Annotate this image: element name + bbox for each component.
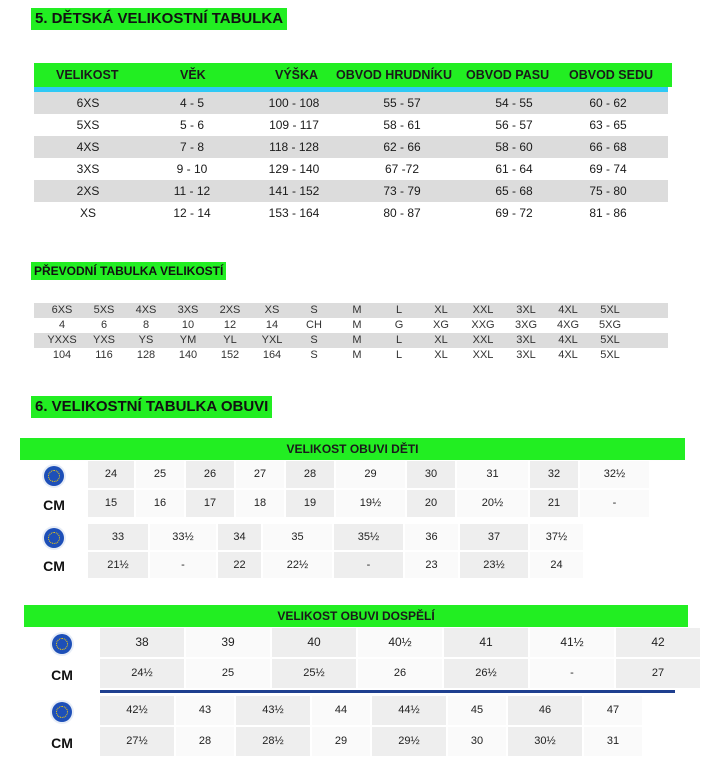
eu-size-cell: 44½ xyxy=(372,696,448,725)
conversion-cell: 5XL xyxy=(600,304,620,316)
eu-size-cell: 37 xyxy=(460,524,530,550)
size-cell: 3XS xyxy=(76,162,100,176)
conversion-cell: 3XL xyxy=(516,349,536,361)
cm-size-cell: 22½ xyxy=(263,552,334,578)
eu-size-cell: 33½ xyxy=(150,524,218,550)
size-cell: 141 - 152 xyxy=(268,184,320,198)
conversion-cell: 5XL xyxy=(600,334,620,346)
eu-flag-icon xyxy=(52,634,72,654)
cm-size-cell: 19½ xyxy=(336,490,407,517)
conversion-cell: XL xyxy=(434,334,448,346)
cm-size-cell: 25 xyxy=(186,659,272,688)
cm-size-cell: 22 xyxy=(218,552,263,578)
size-cell: 58 - 60 xyxy=(495,140,533,154)
size-cell: 6XS xyxy=(76,96,100,110)
size-cell: 65 - 68 xyxy=(495,184,533,198)
size-table-header xyxy=(34,63,672,87)
size-cell: 153 - 164 xyxy=(268,206,320,220)
conversion-cell: XXL xyxy=(472,349,494,361)
conversion-cell: YS xyxy=(138,334,154,346)
size-cell: 12 - 14 xyxy=(173,206,211,220)
eu-label xyxy=(20,524,88,552)
size-cell: 118 - 128 xyxy=(269,140,319,154)
cm-size-cell: 28 xyxy=(176,727,236,756)
cm-size-cell: 28½ xyxy=(236,727,312,756)
eu-size-cell: 31 xyxy=(457,461,530,488)
conversion-cell: CH xyxy=(306,319,322,331)
eu-size-cell: 40 xyxy=(272,628,358,657)
size-cell: 109 - 117 xyxy=(269,118,319,132)
cm-label: CM xyxy=(51,734,73,751)
conversion-cell: YL xyxy=(223,334,237,346)
cm-size-cell: - xyxy=(580,490,651,517)
eu-size-cell: 43½ xyxy=(236,696,312,725)
eu-size-cell: 28 xyxy=(286,461,336,488)
size-cell: 80 - 87 xyxy=(383,206,421,220)
conversion-cell: M xyxy=(352,349,362,361)
eu-size-cell: 42 xyxy=(616,628,702,657)
conversion-cell: 152 xyxy=(220,349,240,361)
size-cell: 73 - 79 xyxy=(383,184,421,198)
cm-size-cell: 17 xyxy=(186,490,236,517)
size-cell: 66 - 68 xyxy=(589,140,627,154)
conversion-cell: XXG xyxy=(471,319,495,331)
conversion-cell: 6XS xyxy=(51,304,73,316)
cm-label: CM xyxy=(43,558,65,574)
size-row xyxy=(34,136,668,158)
header-obvod-pasu: OBVOD PASU xyxy=(466,68,550,82)
size-cell: 69 - 72 xyxy=(495,206,533,220)
cm-size-cell: 29½ xyxy=(372,727,448,756)
eu-size-cell: 35 xyxy=(263,524,334,550)
conversion-cell: 3XL xyxy=(516,304,536,316)
conversion-cell: YM xyxy=(179,334,197,346)
cm-size-cell: 26 xyxy=(358,659,444,688)
conversion-cell: L xyxy=(395,334,403,346)
header-obvod-hrudniku: OBVOD HRUDNÍKU xyxy=(336,68,452,82)
size-cell: 5 - 6 xyxy=(179,118,205,132)
eu-size-cell: 38 xyxy=(100,628,186,657)
cm-size-cell: 23 xyxy=(405,552,460,578)
conversion-cell: M xyxy=(352,334,362,346)
conversion-cell: 5XG xyxy=(598,319,622,331)
eu-size-cell: 41½ xyxy=(530,628,616,657)
conversion-cell: M xyxy=(352,304,362,316)
size-cell: 9 - 10 xyxy=(176,162,208,176)
cm-size-cell: 24 xyxy=(530,552,585,578)
eu-size-cell: 36 xyxy=(405,524,460,550)
size-cell: 54 - 55 xyxy=(495,96,533,110)
eu-size-cell: 45 xyxy=(448,696,508,725)
conversion-cell: XL xyxy=(434,304,448,316)
eu-size-cell: 37½ xyxy=(530,524,585,550)
header-vek: VĚK xyxy=(180,68,206,82)
eu-size-cell: 32 xyxy=(530,461,580,488)
kids-shoe-title: VELIKOST OBUVI DĚTI xyxy=(20,438,685,460)
conversion-cell: 3XG xyxy=(514,319,538,331)
conversion-cell: 164 xyxy=(262,349,282,361)
conversion-cell: 4 xyxy=(58,319,66,331)
size-cell: 4XS xyxy=(76,140,100,154)
conversion-row xyxy=(34,318,668,333)
conversion-cell: L xyxy=(395,349,403,361)
size-row xyxy=(34,180,668,202)
cm-size-cell: 27½ xyxy=(100,727,176,756)
conversion-cell: G xyxy=(394,319,404,331)
conversion-cell: 116 xyxy=(95,349,113,361)
size-cell: 129 - 140 xyxy=(268,162,320,176)
size-cell: 100 - 108 xyxy=(268,96,320,110)
conversion-cell: 6 xyxy=(100,319,108,331)
cm-size-cell: 16 xyxy=(136,490,186,517)
child-size-table xyxy=(34,63,672,224)
cm-size-cell: - xyxy=(334,552,405,578)
conversion-cell: 3XL xyxy=(516,334,536,346)
eu-size-cell: 33 xyxy=(88,524,150,550)
conversion-cell: 5XL xyxy=(600,349,620,361)
eu-size-cell: 40½ xyxy=(358,628,444,657)
conversion-cell: M xyxy=(352,319,362,331)
cm-size-cell: 18 xyxy=(236,490,286,517)
size-cell: 75 - 80 xyxy=(589,184,627,198)
section-6-title: 6. VELIKOSTNÍ TABULKA OBUVI xyxy=(31,396,272,418)
size-cell: 5XS xyxy=(76,118,100,132)
size-row xyxy=(34,158,668,180)
eu-label xyxy=(24,628,100,659)
cm-size-cell: 26½ xyxy=(444,659,530,688)
conversion-cell: YXS xyxy=(92,334,116,346)
conversion-cell: 140 xyxy=(178,349,198,361)
eu-size-cell: 47 xyxy=(584,696,644,725)
adult-shoe-title: VELIKOST OBUVI DOSPĚLÍ xyxy=(24,605,688,627)
cm-size-cell: 29 xyxy=(312,727,372,756)
size-row xyxy=(34,202,668,224)
conversion-table xyxy=(34,303,668,363)
cm-size-cell: 20 xyxy=(407,490,457,517)
size-cell: 58 - 61 xyxy=(383,118,421,132)
conversion-cell: S xyxy=(310,304,318,316)
size-cell: 61 - 64 xyxy=(495,162,533,176)
cm-size-cell: 31 xyxy=(584,727,644,756)
conversion-row xyxy=(34,348,668,363)
header-vyska: VÝŠKA xyxy=(275,68,319,82)
eu-size-cell: 24 xyxy=(88,461,136,488)
conversion-cell: 128 xyxy=(136,349,156,361)
section-5-title: 5. DĚTSKÁ VELIKOSTNÍ TABULKA xyxy=(31,8,287,30)
cm-size-cell: 21 xyxy=(530,490,580,517)
eu-size-cell: 43 xyxy=(176,696,236,725)
eu-flag-icon xyxy=(52,702,72,722)
conversion-cell: S xyxy=(310,349,318,361)
cm-size-cell: 27 xyxy=(616,659,702,688)
conversion-cell: 10 xyxy=(181,319,195,331)
conversion-cell: YXXS xyxy=(47,334,77,346)
eu-flag-icon xyxy=(44,466,64,486)
cm-label: CM xyxy=(43,496,65,513)
eu-flag-icon xyxy=(44,528,64,548)
cm-size-cell: 30½ xyxy=(508,727,584,756)
conversion-cell: 4XL xyxy=(558,304,578,316)
conversion-cell: 8 xyxy=(142,319,150,331)
cm-size-cell: 21½ xyxy=(88,552,150,578)
eu-label xyxy=(20,461,88,490)
conversion-cell: S xyxy=(310,334,318,346)
conversion-cell: 3XS xyxy=(177,304,199,316)
conversion-cell: 4XL xyxy=(558,334,578,346)
eu-size-cell: 42½ xyxy=(100,696,176,725)
conversion-cell: XXL xyxy=(472,304,494,316)
eu-size-cell: 41 xyxy=(444,628,530,657)
size-cell: 2XS xyxy=(76,184,100,198)
size-cell: 69 - 74 xyxy=(589,162,627,176)
cm-size-cell: 19 xyxy=(286,490,336,517)
conversion-cell: XG xyxy=(433,319,449,331)
size-cell: XS xyxy=(79,206,97,220)
eu-size-cell: 29 xyxy=(336,461,407,488)
size-cell: 55 - 57 xyxy=(383,96,421,110)
size-cell: 60 - 62 xyxy=(589,96,627,110)
cm-size-cell: 20½ xyxy=(457,490,530,517)
eu-size-cell: 35½ xyxy=(334,524,405,550)
size-cell: 4 - 5 xyxy=(179,96,205,110)
eu-size-cell: 39 xyxy=(186,628,272,657)
conversion-cell: XS xyxy=(264,304,280,316)
size-cell: 63 - 65 xyxy=(589,118,627,132)
eu-size-cell: 46 xyxy=(508,696,584,725)
header-velikost: VELIKOST xyxy=(56,68,119,82)
eu-label xyxy=(24,696,100,727)
cm-size-cell: - xyxy=(530,659,616,688)
size-row xyxy=(34,114,668,136)
cm-label: CM xyxy=(51,666,73,683)
size-row xyxy=(34,92,668,114)
cm-size-cell: 15 xyxy=(88,490,136,517)
conversion-cell: YXL xyxy=(261,334,283,346)
eu-size-cell: 27 xyxy=(236,461,286,488)
cm-size-cell: 23½ xyxy=(460,552,530,578)
cm-size-cell: 30 xyxy=(448,727,508,756)
cm-size-cell: 25½ xyxy=(272,659,358,688)
size-cell: 7 - 8 xyxy=(179,140,205,154)
conversion-cell: 12 xyxy=(223,319,237,331)
divider-line xyxy=(100,690,675,693)
conversion-cell: L xyxy=(395,304,403,316)
size-cell: 11 - 12 xyxy=(173,184,211,198)
conversion-cell: 2XS xyxy=(219,304,241,316)
conversion-cell: 4XG xyxy=(556,319,580,331)
eu-size-cell: 44 xyxy=(312,696,372,725)
eu-size-cell: 30 xyxy=(407,461,457,488)
conversion-cell: 4XS xyxy=(135,304,157,316)
conversion-row xyxy=(34,303,668,318)
conversion-row xyxy=(34,333,668,348)
size-cell: 67 -72 xyxy=(384,162,420,176)
size-cell: 62 - 66 xyxy=(383,140,421,154)
eu-size-cell: 25 xyxy=(136,461,186,488)
conversion-cell: XXL xyxy=(472,334,494,346)
conversion-cell: XL xyxy=(434,349,448,361)
conversion-title: PŘEVODNÍ TABULKA VELIKOSTÍ xyxy=(31,262,226,280)
eu-size-cell: 34 xyxy=(218,524,263,550)
eu-size-cell: 32½ xyxy=(580,461,651,488)
size-cell: 56 - 57 xyxy=(495,118,533,132)
size-cell: 81 - 86 xyxy=(589,206,627,220)
eu-size-cell: 26 xyxy=(186,461,236,488)
header-obvod-sedu: OBVOD SEDU xyxy=(569,68,654,82)
conversion-cell: 5XS xyxy=(93,304,115,316)
conversion-cell: 14 xyxy=(265,319,279,331)
conversion-cell: 4XL xyxy=(558,349,578,361)
cm-size-cell: 24½ xyxy=(100,659,186,688)
cm-size-cell: - xyxy=(150,552,218,578)
conversion-cell: 104 xyxy=(52,349,72,361)
